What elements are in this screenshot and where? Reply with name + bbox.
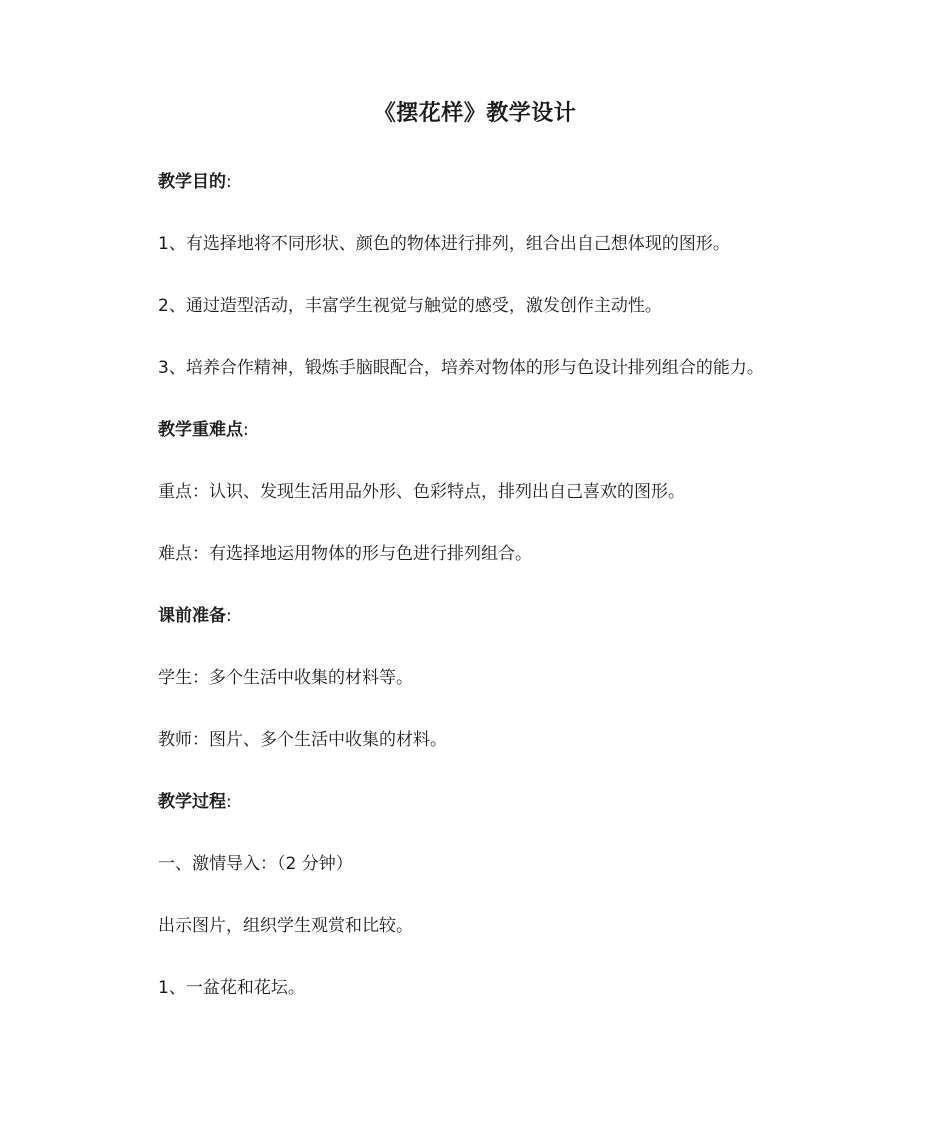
heading-colon: : — [226, 606, 232, 626]
heading-label: 教学重难点 — [158, 420, 243, 440]
process-item: 1、一盆花和花坛。 — [158, 978, 305, 998]
section-heading-process — [158, 788, 858, 850]
section-heading-objectives — [158, 168, 858, 230]
objective-item: 3、培养合作精神，锻炼手脑眼配合，培养对物体的形与色设计排列组合的能力。 — [158, 358, 764, 378]
key-point-item: 难点：有选择地运用物体的形与色进行排列组合。 — [158, 544, 532, 564]
document-title: 《摆花样》教学设计 — [373, 101, 577, 126]
heading-label: 课前准备 — [158, 606, 226, 626]
preparation-item: 教师：图片、多个生活中收集的材料。 — [158, 730, 447, 750]
heading-colon: : — [243, 420, 249, 440]
process-item: 一、激情导入：（2 分钟） — [158, 854, 353, 874]
process-item: 出示图片，组织学生观赏和比较。 — [158, 916, 413, 936]
section-heading-key-points — [158, 416, 858, 478]
key-point-item: 重点：认识、发现生活用品外形、色彩特点，排列出自己喜欢的图形。 — [158, 482, 685, 502]
heading-colon: : — [226, 172, 232, 192]
heading-colon: : — [226, 792, 232, 812]
document-body — [158, 168, 858, 1036]
section-heading-preparation — [158, 602, 858, 664]
objective-item: 1、有选择地将不同形状、颜色的物体进行排列，组合出自己想体现的图形。 — [158, 234, 730, 254]
preparation-item: 学生：多个生活中收集的材料等。 — [158, 668, 413, 688]
heading-label: 教学目的 — [158, 172, 226, 192]
objective-item: 2、通过造型活动，丰富学生视觉与触觉的感受，激发创作主动性。 — [158, 296, 662, 316]
heading-label: 教学过程 — [158, 792, 226, 812]
